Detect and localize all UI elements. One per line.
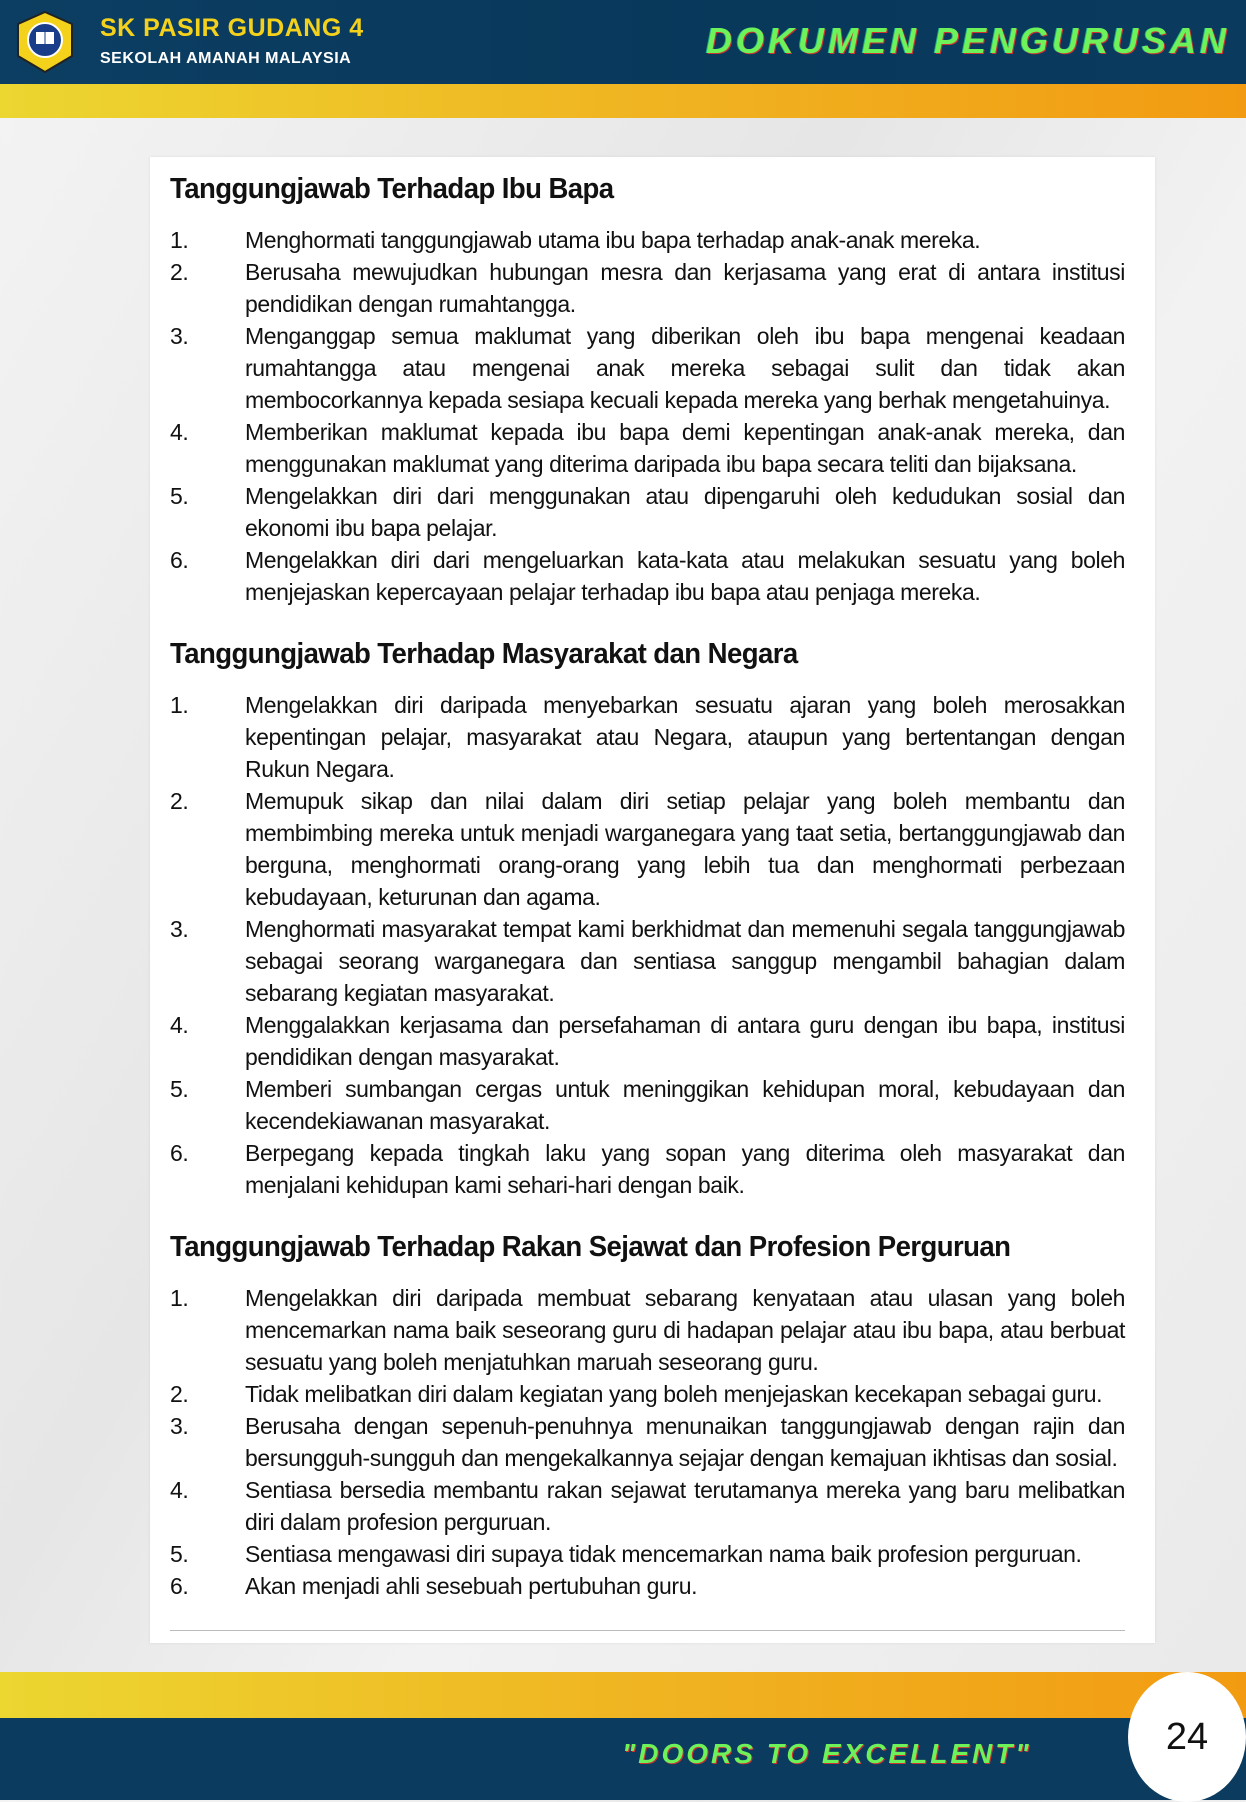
list-item — [170, 1474, 1125, 1538]
item-text: Berusaha dengan sepenuh-penuhnya menunaikan tanggungjawab dengan rajin dan bersungguh-sungguh dan mengekalkannya sejajar dengan kemajuan ikhtisas dan sosial. — [245, 1413, 1125, 1471]
list-item — [170, 689, 1125, 785]
header-accent-band — [0, 84, 1246, 118]
item-text: Tidak melibatkan diri dalam kegiatan yang boleh menjejaskan kecekapan sebagai guru. — [245, 1381, 1103, 1407]
item-text: Menggalakkan kerjasama dan persefahaman di antara guru dengan ibu bapa, institusi pendidikan dengan masyarakat. — [245, 1012, 1125, 1070]
item-number: 4. — [170, 419, 189, 445]
list-item — [170, 1378, 1125, 1410]
item-number: 1. — [170, 692, 189, 718]
list-item — [170, 320, 1125, 416]
item-number: 4. — [170, 1012, 189, 1038]
section-list — [170, 1282, 1125, 1602]
header-bar — [0, 0, 1246, 84]
item-number: 3. — [170, 916, 189, 942]
list-item — [170, 1570, 1125, 1602]
document-page — [150, 157, 1155, 1643]
section-list — [170, 224, 1125, 608]
document-title: DOKUMEN PENGURUSAN — [705, 20, 1230, 61]
bottom-rule — [170, 1630, 1125, 1631]
item-text: Menghormati tanggungjawab utama ibu bapa terhadap anak-anak mereka. — [245, 227, 981, 253]
item-number: 3. — [170, 323, 189, 349]
list-item — [170, 1410, 1125, 1474]
footer-accent-band — [0, 1672, 1246, 1718]
item-number: 5. — [170, 1076, 189, 1102]
item-text: Mengelakkan diri dari menggunakan atau dipengaruhi oleh kedudukan sosial dan ekonomi ibu bapa pelajar. — [245, 483, 1125, 541]
item-number: 6. — [170, 1140, 189, 1166]
list-item — [170, 1009, 1125, 1073]
section-heading: Tanggungjawab Terhadap Ibu Bapa — [170, 173, 614, 205]
item-text: Berpegang kepada tingkah laku yang sopan yang diterima oleh masyarakat dan menjalani kehidupan kami sehari-hari dengan baik. — [245, 1140, 1125, 1198]
list-item — [170, 785, 1125, 913]
school-logo — [14, 10, 76, 74]
item-text: Mengelakkan diri dari mengeluarkan kata-kata atau melakukan sesuatu yang boleh menjejaskan kepercayaan pelajar terhadap ibu bapa atau penjaga mereka. — [245, 547, 1125, 605]
list-item — [170, 1282, 1125, 1378]
item-text: Memupuk sikap dan nilai dalam diri setiap pelajar yang boleh membantu dan membimbing mereka untuk menjadi warganegara yang taat setia, bertanggungjawab dan berguna, menghormati orang-orang yang lebih tua dan menghormati perbezaan kebudayaan, keturunan dan agama. — [245, 788, 1125, 910]
item-text: Menganggap semua maklumat yang diberikan oleh ibu bapa mengenai keadaan rumahtangga atau mengenai anak mereka sebagai sulit dan tidak akan membocorkannya kepada sesiapa kecuali kepada mereka yang berhak mengetahuinya. — [245, 323, 1125, 413]
item-text: Mengelakkan diri daripada membuat sebarang kenyataan atau ulasan yang boleh mencemarkan nama baik seseorang guru di hadapan pelajar atau ibu bapa, atau berbuat sesuatu yang boleh menjatuhkan maruah seseorang guru. — [245, 1285, 1125, 1375]
list-item — [170, 480, 1125, 544]
list-item — [170, 256, 1125, 320]
document-content — [170, 173, 1125, 1632]
item-number: 5. — [170, 1541, 189, 1567]
item-text: Memberikan maklumat kepada ibu bapa demi kepentingan anak-anak mereka, dan menggunakan maklumat yang diterima daripada ibu bapa secara teliti dan bijaksana. — [245, 419, 1125, 477]
page-number: 24 — [1128, 1672, 1246, 1802]
item-number: 2. — [170, 1381, 189, 1407]
item-text: Sentiasa bersedia membantu rakan sejawat terutamanya mereka yang baru melibatkan diri dalam profesion perguruan. — [245, 1477, 1125, 1535]
item-text: Memberi sumbangan cergas untuk meninggikan kehidupan moral, kebudayaan dan kecendekiawanan masyarakat. — [245, 1076, 1125, 1134]
section-list — [170, 689, 1125, 1201]
list-item — [170, 1073, 1125, 1137]
list-item — [170, 913, 1125, 1009]
item-number: 6. — [170, 547, 189, 573]
section-heading: Tanggungjawab Terhadap Rakan Sejawat dan Profesion Perguruan — [170, 1231, 1011, 1263]
item-text: Sentiasa mengawasi diri supaya tidak mencemarkan nama baik profesion perguruan. — [245, 1541, 1082, 1567]
school-name: SK PASIR GUDANG 4 — [100, 14, 364, 42]
item-number: 5. — [170, 483, 189, 509]
item-text: Mengelakkan diri daripada menyebarkan sesuatu ajaran yang boleh merosakkan kepentingan pelajar, masyarakat atau Negara, ataupun yang bertentangan dengan Rukun Negara. — [245, 692, 1125, 782]
item-number: 6. — [170, 1573, 189, 1599]
footer-motto: "DOORS TO EXCELLENT" — [622, 1738, 1032, 1769]
list-item — [170, 416, 1125, 480]
item-number: 1. — [170, 227, 189, 253]
item-number: 2. — [170, 788, 189, 814]
item-number: 3. — [170, 1413, 189, 1439]
list-item — [170, 224, 1125, 256]
item-text: Akan menjadi ahli sesebuah pertubuhan guru. — [245, 1573, 698, 1599]
list-item — [170, 1538, 1125, 1570]
list-item — [170, 1137, 1125, 1201]
item-number: 1. — [170, 1285, 189, 1311]
section-heading: Tanggungjawab Terhadap Masyarakat dan Negara — [170, 638, 798, 670]
item-text: Menghormati masyarakat tempat kami berkhidmat dan memenuhi segala tanggungjawab sebagai seorang warganegara dan sentiasa sanggup mengambil bahagian dalam sebarang kegiatan masyarakat. — [245, 916, 1125, 1006]
school-subtitle: SEKOLAH AMANAH MALAYSIA — [100, 50, 352, 67]
item-text: Berusaha mewujudkan hubungan mesra dan kerjasama yang erat di antara institusi pendidikan dengan rumahtangga. — [245, 259, 1125, 317]
list-item — [170, 544, 1125, 608]
item-number: 4. — [170, 1477, 189, 1503]
item-number: 2. — [170, 259, 189, 285]
